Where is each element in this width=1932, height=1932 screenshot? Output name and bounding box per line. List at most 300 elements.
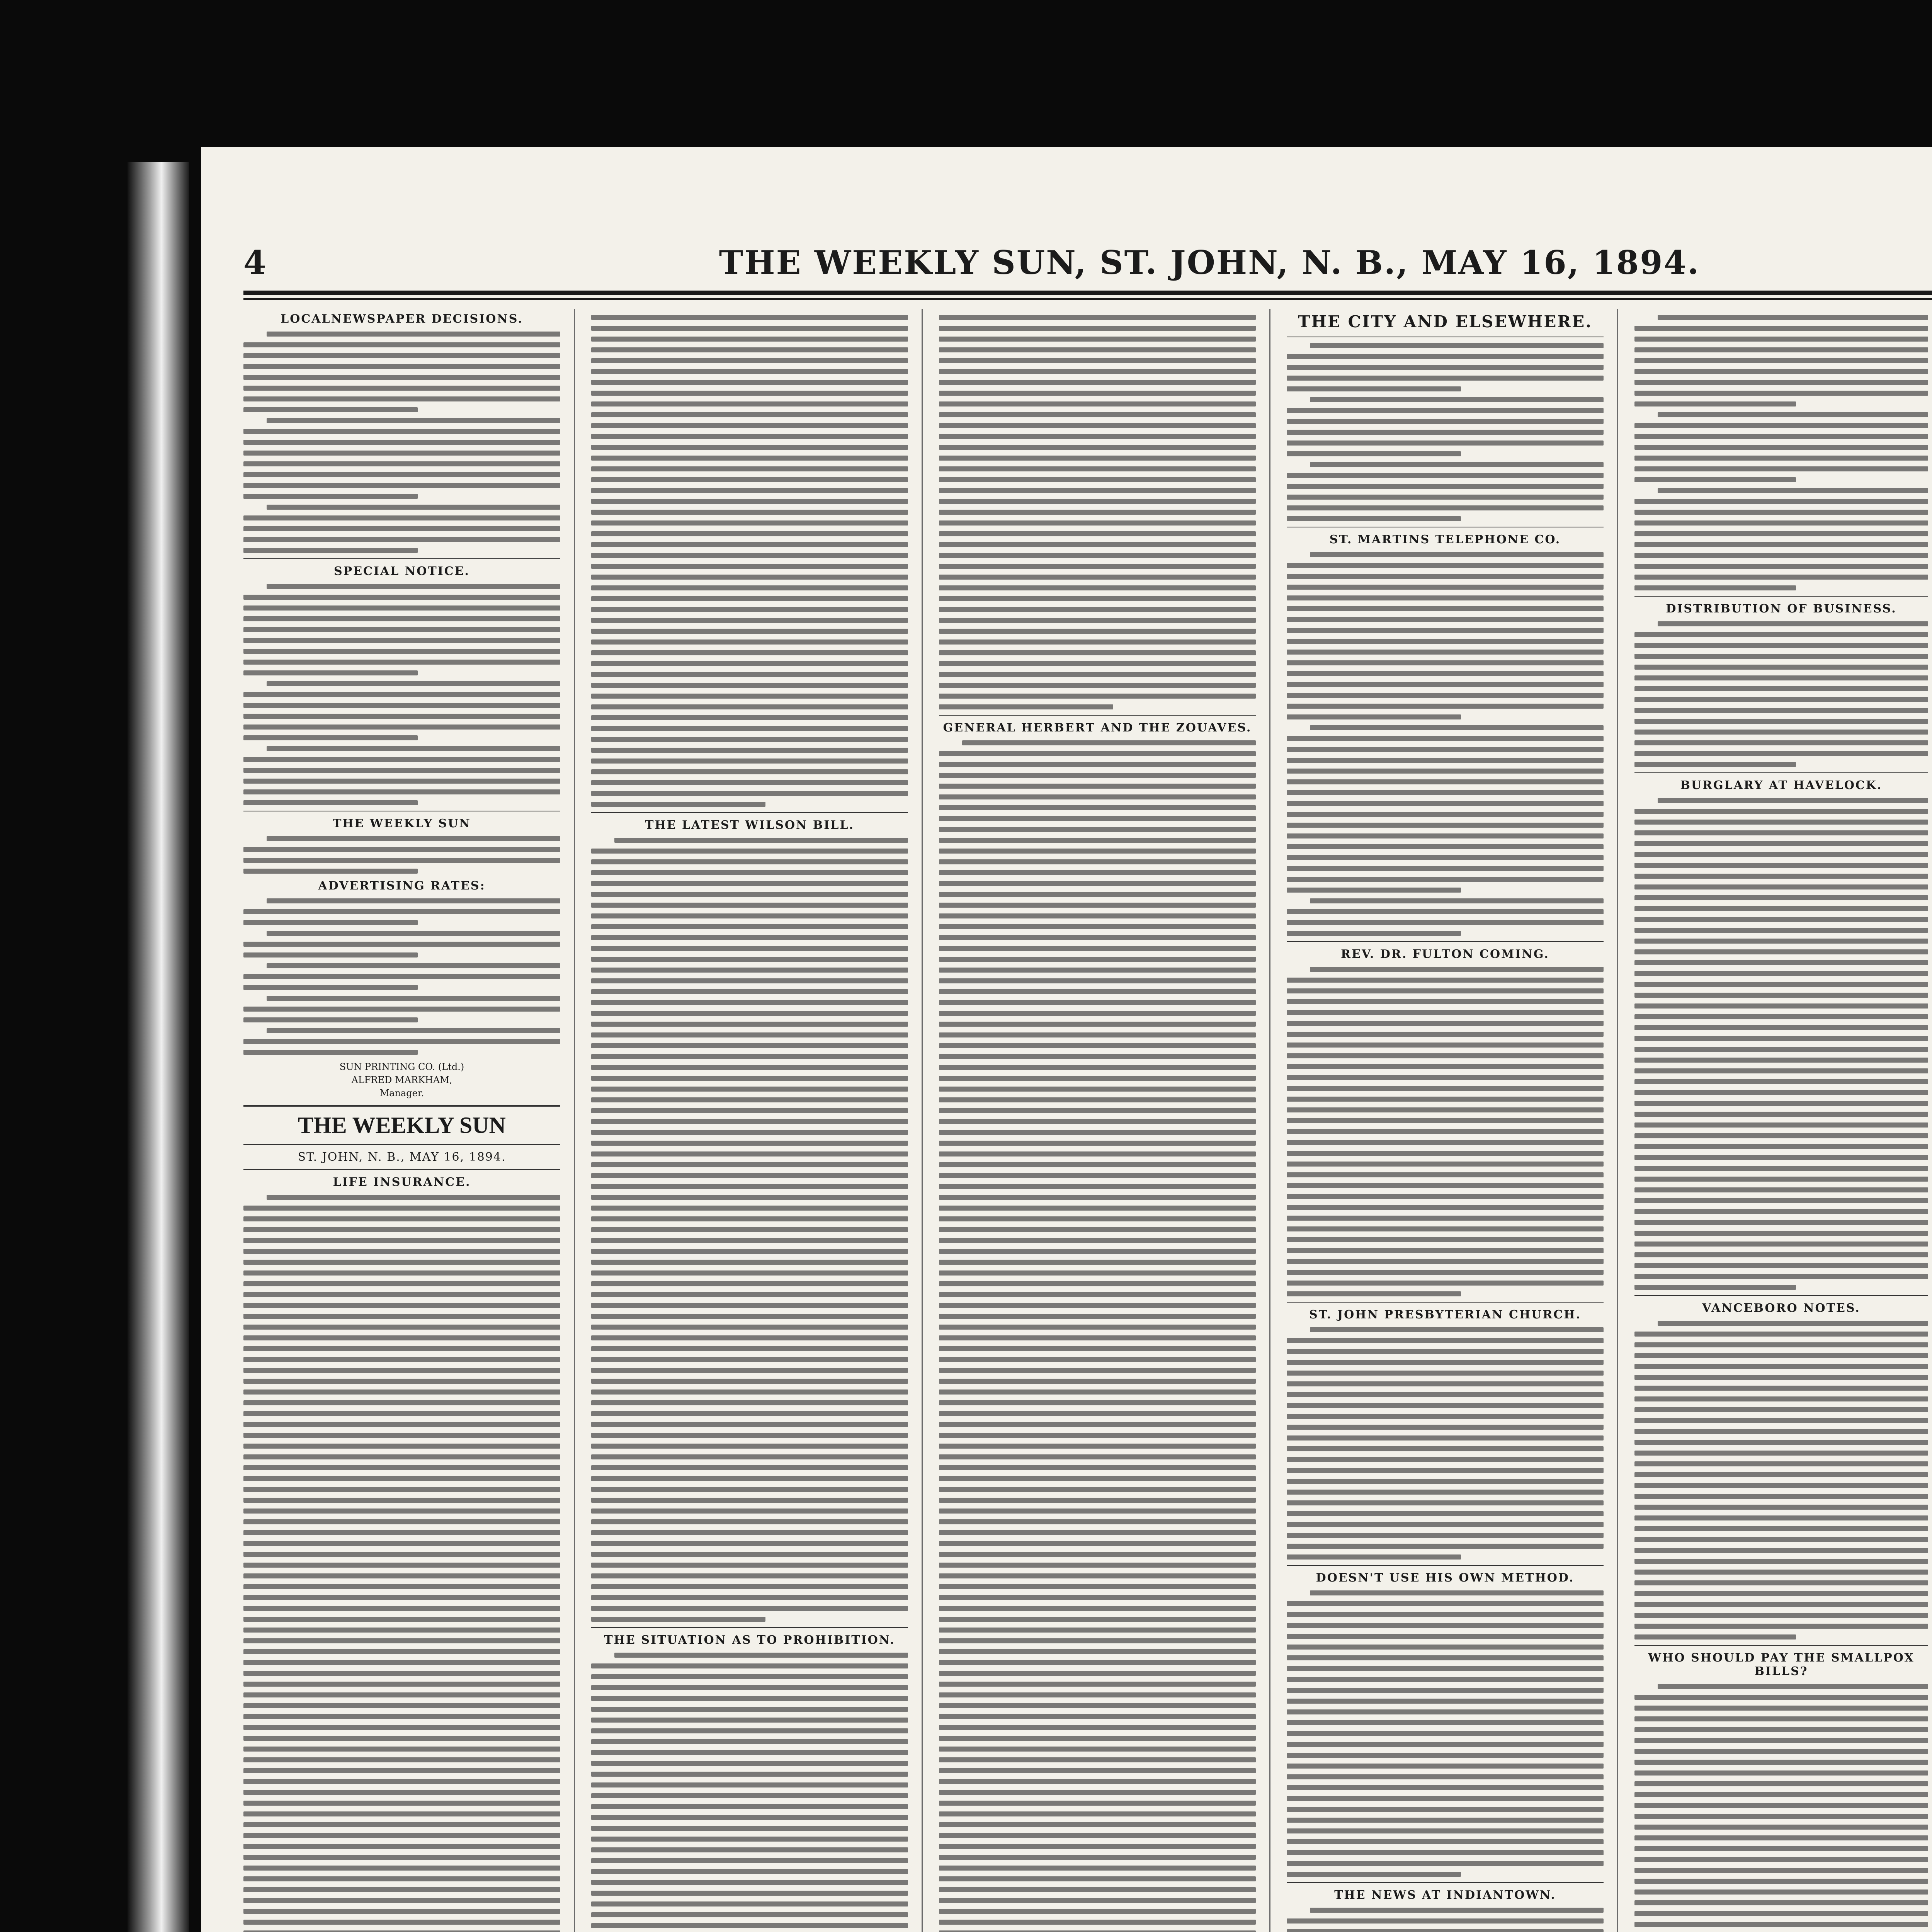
text-line <box>243 1335 560 1340</box>
text-line <box>243 1433 560 1438</box>
article-text <box>1287 967 1604 1296</box>
text-line <box>1287 1183 1604 1188</box>
text-line <box>243 660 560 665</box>
text-line <box>1634 982 1928 987</box>
text-line <box>939 1357 1256 1362</box>
section-heading: REV. DR. FULTON COMING. <box>1341 947 1549 961</box>
text-line <box>1310 462 1604 467</box>
text-line <box>1634 1418 1928 1423</box>
text-line <box>243 1281 560 1286</box>
text-line <box>614 838 908 843</box>
divider <box>591 812 908 813</box>
text-line <box>591 380 908 385</box>
text-line <box>243 472 560 477</box>
text-line <box>1634 1396 1928 1401</box>
text-line <box>939 326 1256 331</box>
text-line <box>1287 682 1604 687</box>
book-binding <box>128 162 189 1932</box>
text-line <box>1634 719 1928 724</box>
rates-heading: ADVERTISING RATES: <box>318 879 486 893</box>
column-1 <box>243 309 560 1932</box>
text-line <box>591 780 908 785</box>
text-line <box>243 1649 560 1654</box>
divider <box>939 715 1256 716</box>
text-line <box>243 1346 560 1351</box>
text-line <box>1287 1107 1604 1112</box>
text-line <box>1634 917 1928 922</box>
text-line <box>939 762 1256 767</box>
text-line <box>1634 347 1928 352</box>
text-line <box>939 881 1256 886</box>
article-text <box>1634 315 1928 590</box>
text-line <box>1287 920 1604 925</box>
text-line <box>1634 1559 1928 1564</box>
text-line <box>243 942 560 947</box>
text-line <box>1634 1353 1928 1358</box>
section-heading: GENERAL HERBERT AND THE ZOUAVES. <box>943 721 1252 735</box>
text-line <box>1287 1216 1604 1221</box>
text-line <box>1634 1624 1928 1629</box>
text-line <box>591 423 908 428</box>
divider <box>1287 1565 1604 1566</box>
text-line <box>1287 617 1604 622</box>
text-line <box>939 694 1256 699</box>
text-line <box>591 957 908 962</box>
text-line <box>1634 1003 1928 1009</box>
article-text <box>1287 1590 1604 1877</box>
text-line <box>1658 488 1928 493</box>
text-line <box>591 1173 908 1178</box>
text-line <box>1287 1075 1604 1080</box>
text-line <box>1287 1828 1604 1833</box>
text-line <box>1634 1166 1928 1171</box>
masthead-rule-thin <box>243 298 1932 300</box>
text-line <box>1287 999 1604 1004</box>
text-line <box>939 434 1256 439</box>
text-line <box>1634 960 1928 965</box>
text-line <box>939 1552 1256 1557</box>
text-line <box>591 347 908 352</box>
text-line <box>939 1703 1256 1708</box>
text-line <box>939 1032 1256 1037</box>
text-line <box>1634 665 1928 670</box>
article-text <box>243 332 560 553</box>
text-line <box>1287 693 1604 698</box>
text-line <box>939 1725 1256 1730</box>
text-line <box>1634 1727 1928 1732</box>
section-heading: DOESN'T USE HIS OWN METHOD. <box>1316 1571 1575 1585</box>
text-line <box>1634 1922 1928 1927</box>
text-line <box>1634 1342 1928 1347</box>
text-line <box>1287 988 1604 993</box>
text-line <box>939 1065 1256 1070</box>
text-line <box>939 445 1256 450</box>
text-line <box>591 401 908 406</box>
text-line <box>591 1346 908 1351</box>
text-line <box>1634 1695 1928 1700</box>
text-line <box>1287 1403 1604 1408</box>
text-line <box>939 358 1256 363</box>
text-line <box>1634 1591 1928 1596</box>
text-line <box>1287 1064 1604 1069</box>
text-line <box>591 1389 908 1395</box>
text-line <box>591 445 908 450</box>
text-line <box>591 1793 908 1798</box>
text-line <box>1634 466 1928 471</box>
text-line <box>243 1389 560 1395</box>
text-line <box>1634 939 1928 944</box>
text-line <box>1634 510 1928 515</box>
text-line <box>591 1530 908 1535</box>
text-line <box>939 1682 1256 1687</box>
text-line <box>939 978 1256 983</box>
page-number: 4 <box>243 243 266 282</box>
text-line <box>243 375 560 380</box>
text-line <box>243 1476 560 1481</box>
text-line <box>591 1869 908 1874</box>
article-text <box>1287 343 1604 521</box>
text-line <box>939 1584 1256 1589</box>
text-line <box>1634 1749 1928 1754</box>
text-line <box>1634 1101 1928 1106</box>
text-line <box>1658 1684 1928 1689</box>
text-line <box>1634 401 1796 406</box>
text-line <box>1634 1036 1928 1041</box>
text-line <box>1634 1332 1928 1337</box>
text-line <box>243 768 560 773</box>
text-line <box>1287 1623 1604 1628</box>
article-text <box>243 584 560 805</box>
text-line <box>939 1400 1256 1405</box>
text-line <box>939 1000 1256 1005</box>
text-line <box>1287 1818 1604 1823</box>
text-line <box>591 989 908 994</box>
divider <box>1634 1295 1928 1296</box>
text-line <box>591 477 908 482</box>
text-line <box>1287 1151 1604 1156</box>
text-line <box>939 1335 1256 1340</box>
text-line <box>243 1260 560 1265</box>
text-line <box>1634 553 1928 558</box>
text-line <box>243 952 418 957</box>
text-line <box>1634 531 1928 536</box>
section-heading: LIFE INSURANCE. <box>333 1175 471 1189</box>
text-line <box>591 434 908 439</box>
text-line <box>1287 1839 1604 1844</box>
text-line <box>1634 337 1928 342</box>
text-line <box>591 1195 908 1200</box>
text-line <box>939 1844 1256 1849</box>
divider <box>1287 1882 1604 1883</box>
text-line <box>1287 595 1604 600</box>
text-line <box>243 407 418 412</box>
text-line <box>939 347 1256 352</box>
text-line <box>1287 1043 1604 1048</box>
text-line <box>939 935 1256 940</box>
text-line <box>1310 343 1604 348</box>
divider <box>243 558 560 559</box>
text-line <box>243 1714 560 1719</box>
text-line <box>939 957 1256 962</box>
text-line <box>591 1292 908 1297</box>
text-line <box>243 1747 560 1752</box>
text-line <box>591 1772 908 1777</box>
text-line <box>243 1930 560 1932</box>
text-line <box>1287 1511 1604 1516</box>
text-line <box>1287 1053 1604 1058</box>
text-line <box>1287 779 1604 784</box>
text-line <box>1634 830 1928 835</box>
text-line <box>939 1097 1256 1102</box>
text-line <box>1634 740 1928 745</box>
text-line <box>243 1227 560 1232</box>
text-line <box>243 483 560 488</box>
text-line <box>591 683 908 688</box>
text-line <box>939 1757 1256 1762</box>
text-line <box>591 1573 908 1578</box>
text-line <box>591 1606 908 1611</box>
text-line <box>939 794 1256 799</box>
text-line <box>591 499 908 504</box>
text-line <box>243 396 560 401</box>
text-line <box>939 1151 1256 1156</box>
text-line <box>1287 639 1604 644</box>
text-line <box>1634 809 1928 814</box>
column-5 <box>1634 309 1928 1932</box>
text-line <box>939 1779 1256 1784</box>
text-line <box>591 542 908 547</box>
text-line <box>1634 423 1928 428</box>
text-line <box>243 1833 560 1838</box>
text-line <box>591 1097 908 1102</box>
text-line <box>939 1119 1256 1124</box>
text-line <box>1287 1237 1604 1242</box>
text-line <box>939 1292 1256 1297</box>
text-line <box>591 1238 908 1243</box>
text-line <box>591 1022 908 1027</box>
text-line <box>1287 1194 1604 1199</box>
text-line <box>591 1270 908 1276</box>
text-line <box>243 595 560 600</box>
dateline: ST. JOHN, N. B., MAY 16, 1894. <box>298 1150 506 1164</box>
text-line <box>1287 1371 1604 1376</box>
text-line <box>243 1314 560 1319</box>
text-line <box>1287 386 1461 391</box>
text-line <box>939 913 1256 918</box>
text-line <box>939 456 1256 461</box>
text-line <box>591 913 908 918</box>
text-line <box>243 1801 560 1806</box>
text-line <box>1634 1014 1928 1019</box>
text-line <box>1287 1425 1604 1430</box>
section-heading: WHO SHOULD PAY THE SMALLPOX BILLS? <box>1648 1651 1915 1678</box>
text-line <box>1634 874 1928 879</box>
section-heading: VANCEBORO NOTES. <box>1702 1301 1861 1315</box>
text-line <box>591 510 908 515</box>
text-line <box>1287 1612 1604 1617</box>
text-line <box>1287 1872 1461 1877</box>
text-line <box>591 1433 908 1438</box>
text-line <box>591 1400 908 1405</box>
text-line <box>243 1617 560 1622</box>
text-line <box>243 1238 560 1243</box>
text-line <box>591 1663 908 1668</box>
divider <box>243 1169 560 1170</box>
text-line <box>1287 823 1604 828</box>
text-line <box>1634 1537 1928 1542</box>
text-line <box>591 1065 908 1070</box>
text-line <box>243 1050 418 1055</box>
text-line <box>939 337 1256 342</box>
text-line <box>939 1281 1256 1286</box>
text-line <box>1287 408 1604 413</box>
text-line <box>591 1858 908 1863</box>
text-line <box>591 1685 908 1690</box>
text-line <box>591 892 908 897</box>
text-line <box>1310 397 1604 402</box>
text-line <box>1287 484 1604 489</box>
text-line <box>1287 888 1461 893</box>
text-line <box>939 672 1256 677</box>
article-text <box>591 838 908 1622</box>
text-line <box>243 1563 560 1568</box>
text-line <box>267 931 560 936</box>
section-heading: LOCALNEWSPAPER DECISIONS. <box>281 312 523 326</box>
text-line <box>267 418 560 423</box>
text-line <box>243 616 560 621</box>
text-line <box>591 488 908 493</box>
text-line <box>591 694 908 699</box>
text-line <box>1287 1861 1604 1866</box>
text-line <box>591 1043 908 1048</box>
text-line <box>1634 477 1796 482</box>
text-line <box>591 1411 908 1416</box>
article-text <box>591 315 908 807</box>
text-line <box>939 1249 1256 1254</box>
text-line <box>939 816 1256 821</box>
nameplate: THE WEEKLY SUN <box>298 1112 506 1138</box>
text-line <box>1287 1360 1604 1365</box>
section-heading: THE NEWS AT INDIANTOWN. <box>1334 1888 1556 1902</box>
text-line <box>939 607 1256 612</box>
text-line <box>1287 1688 1604 1693</box>
text-line <box>243 342 560 347</box>
text-line <box>1634 1429 1928 1434</box>
text-line <box>1287 714 1461 719</box>
text-line <box>591 596 908 601</box>
newspaper-page <box>201 147 1932 1932</box>
text-line <box>1634 1738 1928 1743</box>
column-separator <box>574 309 575 1932</box>
column-separator <box>1617 309 1618 1932</box>
section-heading: ST. JOHN PRESBYTERIAN CHURCH. <box>1309 1308 1582 1321</box>
text-line <box>1287 473 1604 478</box>
text-line <box>591 1552 908 1557</box>
text-line <box>1310 898 1604 903</box>
text-line <box>243 735 418 740</box>
text-line <box>1634 434 1928 439</box>
text-line <box>939 1833 1256 1838</box>
text-line <box>1287 650 1604 655</box>
text-line <box>1634 1814 1928 1819</box>
text-line <box>591 1584 908 1589</box>
text-line <box>243 1855 560 1860</box>
text-line <box>939 596 1256 601</box>
article-text <box>243 836 560 874</box>
text-line <box>1310 967 1604 972</box>
text-line <box>1287 978 1604 983</box>
text-line <box>243 1206 560 1211</box>
text-line <box>1634 1706 1928 1711</box>
text-line <box>1634 1716 1928 1721</box>
text-line <box>243 985 418 990</box>
text-line <box>1287 440 1604 446</box>
text-line <box>939 1801 1256 1806</box>
text-line <box>939 1573 1256 1578</box>
text-line <box>243 515 560 520</box>
text-line <box>939 1141 1256 1146</box>
text-line <box>591 629 908 634</box>
text-line <box>1287 1021 1604 1026</box>
text-line <box>1634 1515 1928 1520</box>
text-line <box>591 1260 908 1265</box>
text-line <box>591 1739 908 1744</box>
text-line <box>1287 1850 1604 1855</box>
section-heading: THE SITUATION AS TO PROHIBITION. <box>604 1633 895 1647</box>
text-line <box>1287 430 1604 435</box>
text-line <box>1634 1407 1928 1412</box>
text-line <box>591 748 908 753</box>
text-line <box>267 836 560 841</box>
text-line <box>939 827 1256 832</box>
text-line <box>939 1043 1256 1048</box>
text-line <box>1634 1900 1928 1905</box>
text-line <box>1634 762 1796 767</box>
text-line <box>939 661 1256 666</box>
text-line <box>591 1249 908 1254</box>
text-line <box>1310 725 1604 730</box>
text-line <box>243 1422 560 1427</box>
text-line <box>591 1476 908 1481</box>
text-line <box>1634 326 1928 331</box>
text-line <box>591 1595 908 1600</box>
text-line <box>1287 1172 1604 1177</box>
text-line <box>243 1844 560 1849</box>
text-line <box>939 1411 1256 1416</box>
text-line <box>939 870 1256 875</box>
text-line <box>1287 1796 1604 1801</box>
text-line <box>243 847 560 852</box>
text-line <box>939 849 1256 854</box>
text-line <box>939 1714 1256 1719</box>
text-line <box>1634 1879 1928 1884</box>
text-line <box>1634 643 1928 648</box>
text-line <box>1634 1889 1928 1895</box>
text-line <box>1634 1112 1928 1117</box>
text-line <box>939 650 1256 655</box>
text-line <box>591 1837 908 1842</box>
text-line <box>243 1487 560 1492</box>
text-line <box>591 1912 908 1917</box>
text-line <box>243 1017 418 1022</box>
text-line <box>939 1465 1256 1470</box>
text-line <box>1287 1479 1604 1484</box>
text-line <box>591 935 908 940</box>
text-line <box>1287 1929 1604 1932</box>
text-line <box>1287 1349 1604 1354</box>
text-line <box>1634 1570 1928 1575</box>
text-line <box>243 757 560 762</box>
